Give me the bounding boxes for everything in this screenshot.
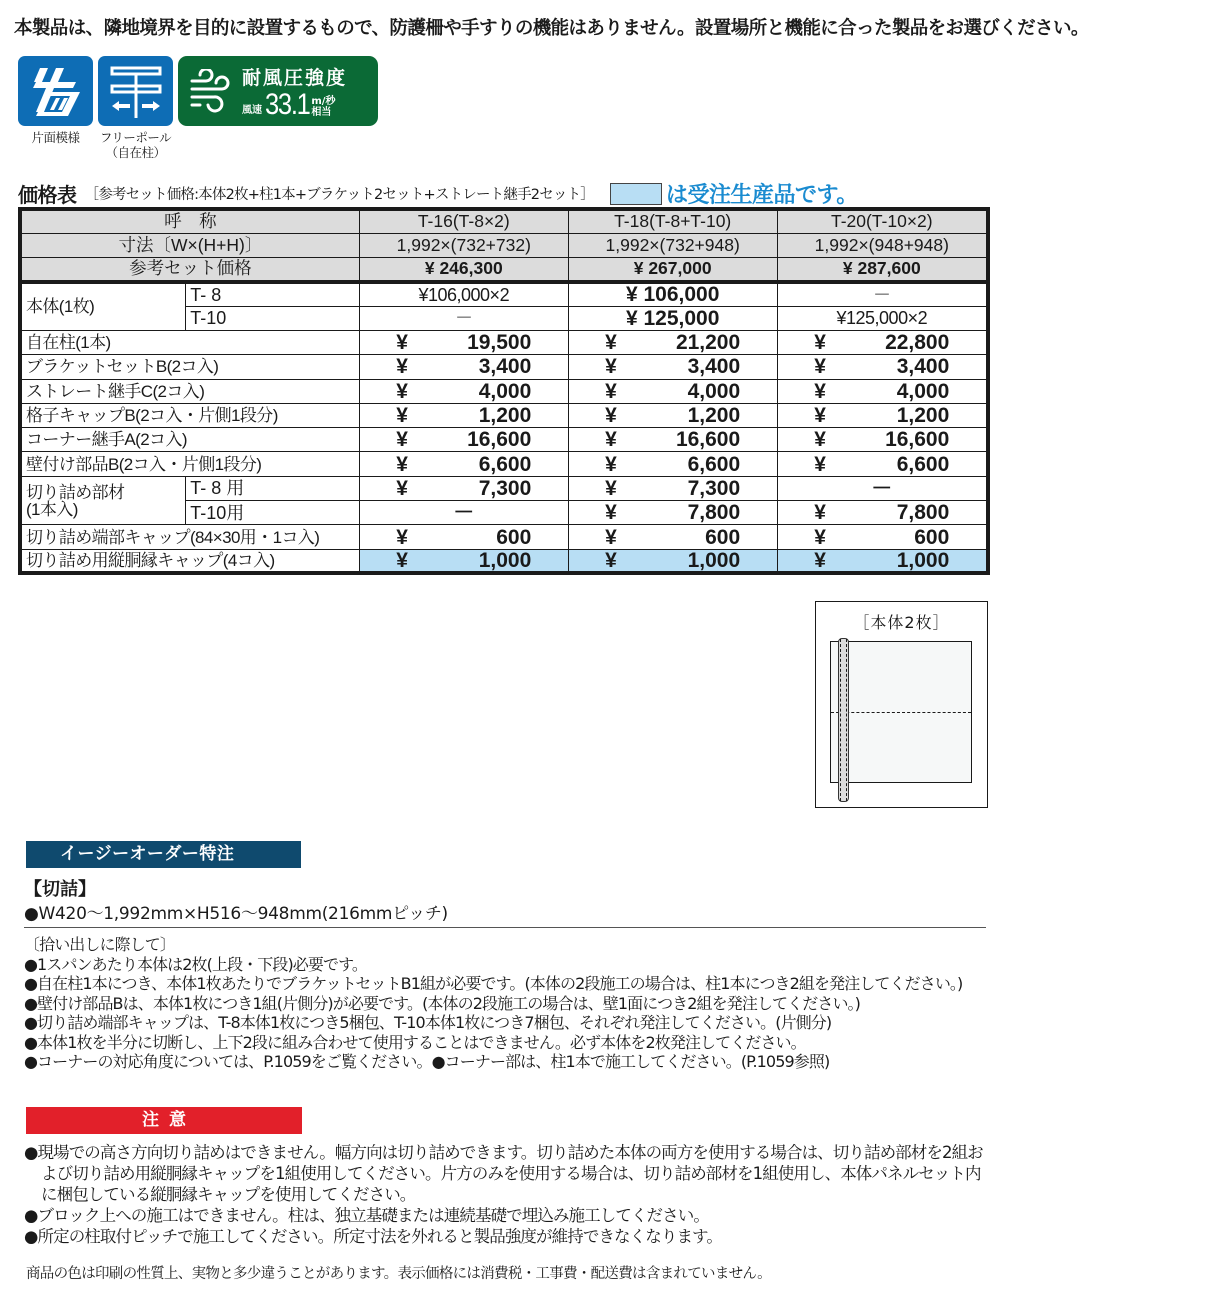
divider bbox=[24, 927, 986, 928]
name-header: 呼 称 bbox=[20, 209, 359, 233]
model-size: 1,992×(732+948) bbox=[568, 233, 777, 257]
table-row bbox=[20, 355, 988, 379]
free-pole-icon bbox=[98, 56, 173, 126]
price-cell bbox=[359, 525, 568, 549]
price-cell bbox=[359, 330, 568, 354]
yen-sign: ¥ bbox=[396, 525, 408, 549]
price-cell bbox=[568, 379, 777, 403]
amount: 16,600 bbox=[467, 428, 532, 452]
diagram-title: ［本体2枚］ bbox=[853, 613, 950, 632]
row-label: コーナー継手A(2コ入) bbox=[20, 428, 359, 452]
price-cell bbox=[568, 452, 777, 476]
price-cell bbox=[777, 403, 988, 427]
yen-sign: ¥ bbox=[814, 404, 826, 428]
set-price: ¥ 287,600 bbox=[777, 258, 988, 282]
amount: 4,000 bbox=[687, 379, 741, 403]
yen-sign: ¥ bbox=[605, 476, 617, 500]
amount: 19,500 bbox=[467, 331, 532, 355]
amount: 1,200 bbox=[687, 404, 741, 428]
size-header: 寸法〔W×(H+H)〕 bbox=[20, 233, 359, 257]
price-cell: ¥ 106,000 bbox=[568, 282, 777, 306]
model-size: 1,992×(732+732) bbox=[359, 233, 568, 257]
simple-rows bbox=[20, 330, 988, 476]
price-cell bbox=[568, 549, 777, 573]
wind-speed-value: 33.1 bbox=[265, 87, 310, 121]
notes-heading: 〔拾い出しに際して〕 bbox=[24, 935, 176, 954]
note-item: ●切り詰め端部キャップは、T-8本体1枚につき5梱包、T-10本体1枚につき7梱包、それぞれ発注してください。(片側分) bbox=[24, 1013, 832, 1032]
amount: 6,600 bbox=[478, 452, 532, 476]
table-row bbox=[20, 330, 988, 354]
caution-item: ●所定の柱取付ピッチで施工してください。所定寸法を外れると製品強度が維持できなくなります。 bbox=[24, 1227, 722, 1246]
price-cell bbox=[777, 379, 988, 403]
amount: 7,300 bbox=[478, 476, 532, 500]
price-cell: ¥ 125,000 bbox=[568, 306, 777, 330]
yen-sign: ¥ bbox=[605, 428, 617, 452]
amount: 4,000 bbox=[896, 379, 950, 403]
table-row bbox=[20, 282, 988, 306]
one-side-pattern-feature bbox=[18, 56, 93, 160]
header-row-set-price bbox=[20, 258, 988, 282]
price-cell bbox=[568, 355, 777, 379]
price-cell bbox=[359, 379, 568, 403]
price-cell bbox=[777, 428, 988, 452]
amount: 3,400 bbox=[687, 355, 741, 379]
yen-sign: ¥ bbox=[814, 549, 826, 573]
yen-sign: ¥ bbox=[605, 501, 617, 525]
model-size: 1,992×(948+948) bbox=[777, 233, 988, 257]
amount: 7,300 bbox=[687, 476, 741, 500]
yen-sign: ¥ bbox=[605, 452, 617, 476]
feature-icons bbox=[18, 56, 378, 160]
wind-speed-label: 風速 bbox=[242, 104, 262, 116]
note-item: ●壁付け部品Bは、本体1枚につき1組(片側分)が必要です。(本体の2段施工の場合は、壁1面につき2組を発注してください。) bbox=[24, 993, 860, 1013]
set-price: ¥ 246,300 bbox=[359, 258, 568, 282]
row-label: 本体(1枚) bbox=[20, 282, 186, 331]
table-row bbox=[20, 549, 988, 573]
price-cell: － bbox=[777, 282, 988, 306]
yen-sign: ¥ bbox=[814, 452, 826, 476]
table-row bbox=[20, 525, 988, 549]
yen-sign: ¥ bbox=[814, 331, 826, 355]
amount: 600 bbox=[496, 525, 532, 549]
cut-spec: ●W420～1,992mm×H516～948mm(216mmピッチ) bbox=[24, 904, 448, 924]
amount: 3,400 bbox=[896, 355, 950, 379]
table-row bbox=[20, 476, 988, 500]
amount: 600 bbox=[705, 525, 741, 549]
ordering-notes bbox=[24, 935, 989, 1072]
row-sublabel: T- 8 用 bbox=[186, 476, 360, 500]
caution-item: ●現場での高さ方向切り詰めはできません。幅方向は切り詰めできます。切り詰めた本体の両方を使用する場合は、切り詰め部材を2組および切り詰め用縦胴縁キャップを1組使用してください。片方のみを使用する場合は、切り詰め部材を1組使用し、本体パネルセット内に梱包している縦胴縁キャップを使用してください。 bbox=[24, 1143, 983, 1204]
price-cell bbox=[359, 549, 568, 573]
caution-item: ●ブロック上への施工はできません。柱は、独立基礎または連続基礎で埋込み施工してください。 bbox=[24, 1206, 709, 1225]
wind-title: 耐風圧強度 bbox=[242, 66, 348, 89]
made-to-order-legend-text: は受注生産品です。 bbox=[666, 183, 858, 208]
yen-sign: ¥ bbox=[396, 476, 408, 500]
yen-sign: ¥ bbox=[396, 452, 408, 476]
one-side-pattern-icon bbox=[18, 56, 93, 126]
amount: 22,800 bbox=[885, 331, 950, 355]
yen-sign: ¥ bbox=[814, 428, 826, 452]
price-cell bbox=[359, 355, 568, 379]
price-cell bbox=[777, 330, 988, 354]
amount: 1,000 bbox=[896, 549, 950, 573]
amount: 16,600 bbox=[675, 428, 741, 452]
yen-sign: ¥ bbox=[396, 549, 408, 573]
cut-title: 【切詰】 bbox=[24, 879, 96, 900]
product-notice: 本製品は、隣地境界を目的に設置するもので、防護柵や手すりの機能はありません。設置場所と機能に合った製品をお選びください。 bbox=[14, 18, 1089, 39]
easy-order-banner: イージーオーダー特注 bbox=[26, 841, 301, 868]
row-label: 自在柱(1本) bbox=[20, 330, 359, 354]
row-label: 格子キャップB(2コ入・片側1段分) bbox=[20, 403, 359, 427]
tail-rows bbox=[20, 525, 988, 574]
table-row bbox=[20, 452, 988, 476]
row-sublabel: T- 8 bbox=[186, 282, 360, 306]
row-label: ブラケットセットB(2コ入) bbox=[20, 355, 359, 379]
price-cell bbox=[777, 355, 988, 379]
amount: 3,400 bbox=[478, 355, 532, 379]
wind-speed-unit: m/秒 相当 bbox=[311, 95, 336, 118]
price-cell bbox=[568, 330, 777, 354]
yen-sign: ¥ bbox=[396, 428, 408, 452]
yen-sign: ¥ bbox=[396, 355, 408, 379]
row-label: 切り詰め端部キャップ(84×30用・1コ入) bbox=[20, 525, 359, 549]
amount: 7,800 bbox=[687, 501, 741, 525]
price-table-title: 価格表 bbox=[18, 183, 77, 207]
price-cell bbox=[359, 452, 568, 476]
wind-pressure-badge bbox=[178, 56, 378, 126]
yen-sign: ¥ bbox=[396, 404, 408, 428]
price-table-subtitle: ［参考セット価格:本体2枚+柱1本+ブラケット2セット+ストレート継手2セット］ bbox=[84, 187, 595, 203]
yen-sign: ¥ bbox=[396, 379, 408, 403]
table-row bbox=[20, 379, 988, 403]
price-cell: － bbox=[777, 476, 988, 500]
caution-list bbox=[24, 1142, 989, 1247]
row-label: 壁付け部品B(2コ入・片側1段分) bbox=[20, 452, 359, 476]
price-table-heading bbox=[18, 178, 858, 209]
note-item: ●1スパンあたり本体は2枚(上段・下段)必要です。 bbox=[24, 954, 368, 974]
free-pole-feature bbox=[98, 56, 173, 160]
made-to-order-legend-swatch bbox=[610, 183, 662, 205]
yen-sign: ¥ bbox=[605, 404, 617, 428]
set-price: ¥ 267,000 bbox=[568, 258, 777, 282]
header-row-size bbox=[20, 233, 988, 257]
amount: 4,000 bbox=[478, 379, 532, 403]
price-cell bbox=[568, 525, 777, 549]
row-label: 切り詰め用縦胴縁キャップ(4コ入) bbox=[20, 549, 359, 573]
table-row bbox=[20, 428, 988, 452]
amount: 1,200 bbox=[478, 404, 532, 428]
yen-sign: ¥ bbox=[605, 379, 617, 403]
price-cell bbox=[568, 501, 777, 525]
one-side-pattern-label: 片面模様 bbox=[31, 130, 80, 145]
amount: 600 bbox=[914, 525, 950, 549]
model-name: T-16(T-8×2) bbox=[359, 209, 568, 233]
row-sublabel: T-10 bbox=[186, 306, 360, 330]
note-item: ●本体1枚を半分に切断し、上下2段に組み合わせて使用することはできません。必ず本体を2枚発注してください。 bbox=[24, 1032, 806, 1052]
yen-sign: ¥ bbox=[605, 331, 617, 355]
yen-sign: ¥ bbox=[814, 379, 826, 403]
amount: 1,000 bbox=[478, 549, 532, 573]
price-cell bbox=[777, 525, 988, 549]
yen-sign: ¥ bbox=[814, 501, 826, 525]
caution-banner: 注意 bbox=[26, 1107, 302, 1134]
price-cell bbox=[568, 476, 777, 500]
model-name: T-18(T-8+T-10) bbox=[568, 209, 777, 233]
model-name: T-20(T-10×2) bbox=[777, 209, 988, 233]
amount: 1,000 bbox=[687, 549, 741, 573]
row-label: ストレート継手C(2コ入) bbox=[20, 379, 359, 403]
free-pole-label: フリーポール （自在柱） bbox=[99, 130, 172, 160]
price-cell: ¥106,000×2 bbox=[359, 282, 568, 306]
note-item: ●コーナーの対応角度については、P.1059をご覧ください。●コーナー部は、柱1本で施工してください。(P.1059参照) bbox=[24, 1052, 830, 1071]
two-panel-diagram bbox=[815, 601, 988, 808]
yen-sign: ¥ bbox=[605, 525, 617, 549]
row-label: 切り詰め部材 (1本入) bbox=[20, 476, 186, 525]
price-cell bbox=[568, 428, 777, 452]
yen-sign: ¥ bbox=[605, 355, 617, 379]
price-cell bbox=[359, 476, 568, 500]
amount: 7,800 bbox=[896, 501, 950, 525]
price-cell bbox=[777, 452, 988, 476]
amount: 6,600 bbox=[687, 452, 741, 476]
row-sublabel: T-10用 bbox=[186, 501, 360, 525]
price-cell bbox=[777, 501, 988, 525]
amount: 6,600 bbox=[896, 452, 950, 476]
panel-split-line bbox=[831, 712, 971, 713]
amount: 16,600 bbox=[885, 428, 950, 452]
amount: 21,200 bbox=[675, 331, 741, 355]
yen-sign: ¥ bbox=[814, 525, 826, 549]
yen-sign: ¥ bbox=[605, 549, 617, 573]
footer-disclaimer: 商品の色は印刷の性質上、実物と多少違うことがあります。表示価格には消費税・工事費・配送費は含まれていません。 bbox=[26, 1266, 771, 1282]
post-illustration bbox=[838, 638, 849, 802]
price-cell bbox=[777, 549, 988, 573]
set-price-header: 参考セット価格 bbox=[20, 258, 359, 282]
amount: 1,200 bbox=[896, 404, 950, 428]
wind-icon bbox=[188, 69, 234, 113]
price-cell: ¥125,000×2 bbox=[777, 306, 988, 330]
panel-illustration bbox=[830, 641, 972, 783]
price-cell: － bbox=[359, 306, 568, 330]
price-cell bbox=[568, 403, 777, 427]
price-table bbox=[18, 207, 990, 575]
yen-sign: ¥ bbox=[814, 355, 826, 379]
note-item: ●自在柱1本につき、本体1枚あたりでブラケットセットB1組が必要です。(本体の2段施工の場合は、柱1本につき2組を発注してください。) bbox=[24, 974, 963, 993]
price-cell: － bbox=[359, 501, 568, 525]
price-cell bbox=[359, 403, 568, 427]
header-row-name bbox=[20, 209, 988, 233]
table-row bbox=[20, 403, 988, 427]
price-cell bbox=[359, 428, 568, 452]
yen-sign: ¥ bbox=[396, 331, 408, 355]
